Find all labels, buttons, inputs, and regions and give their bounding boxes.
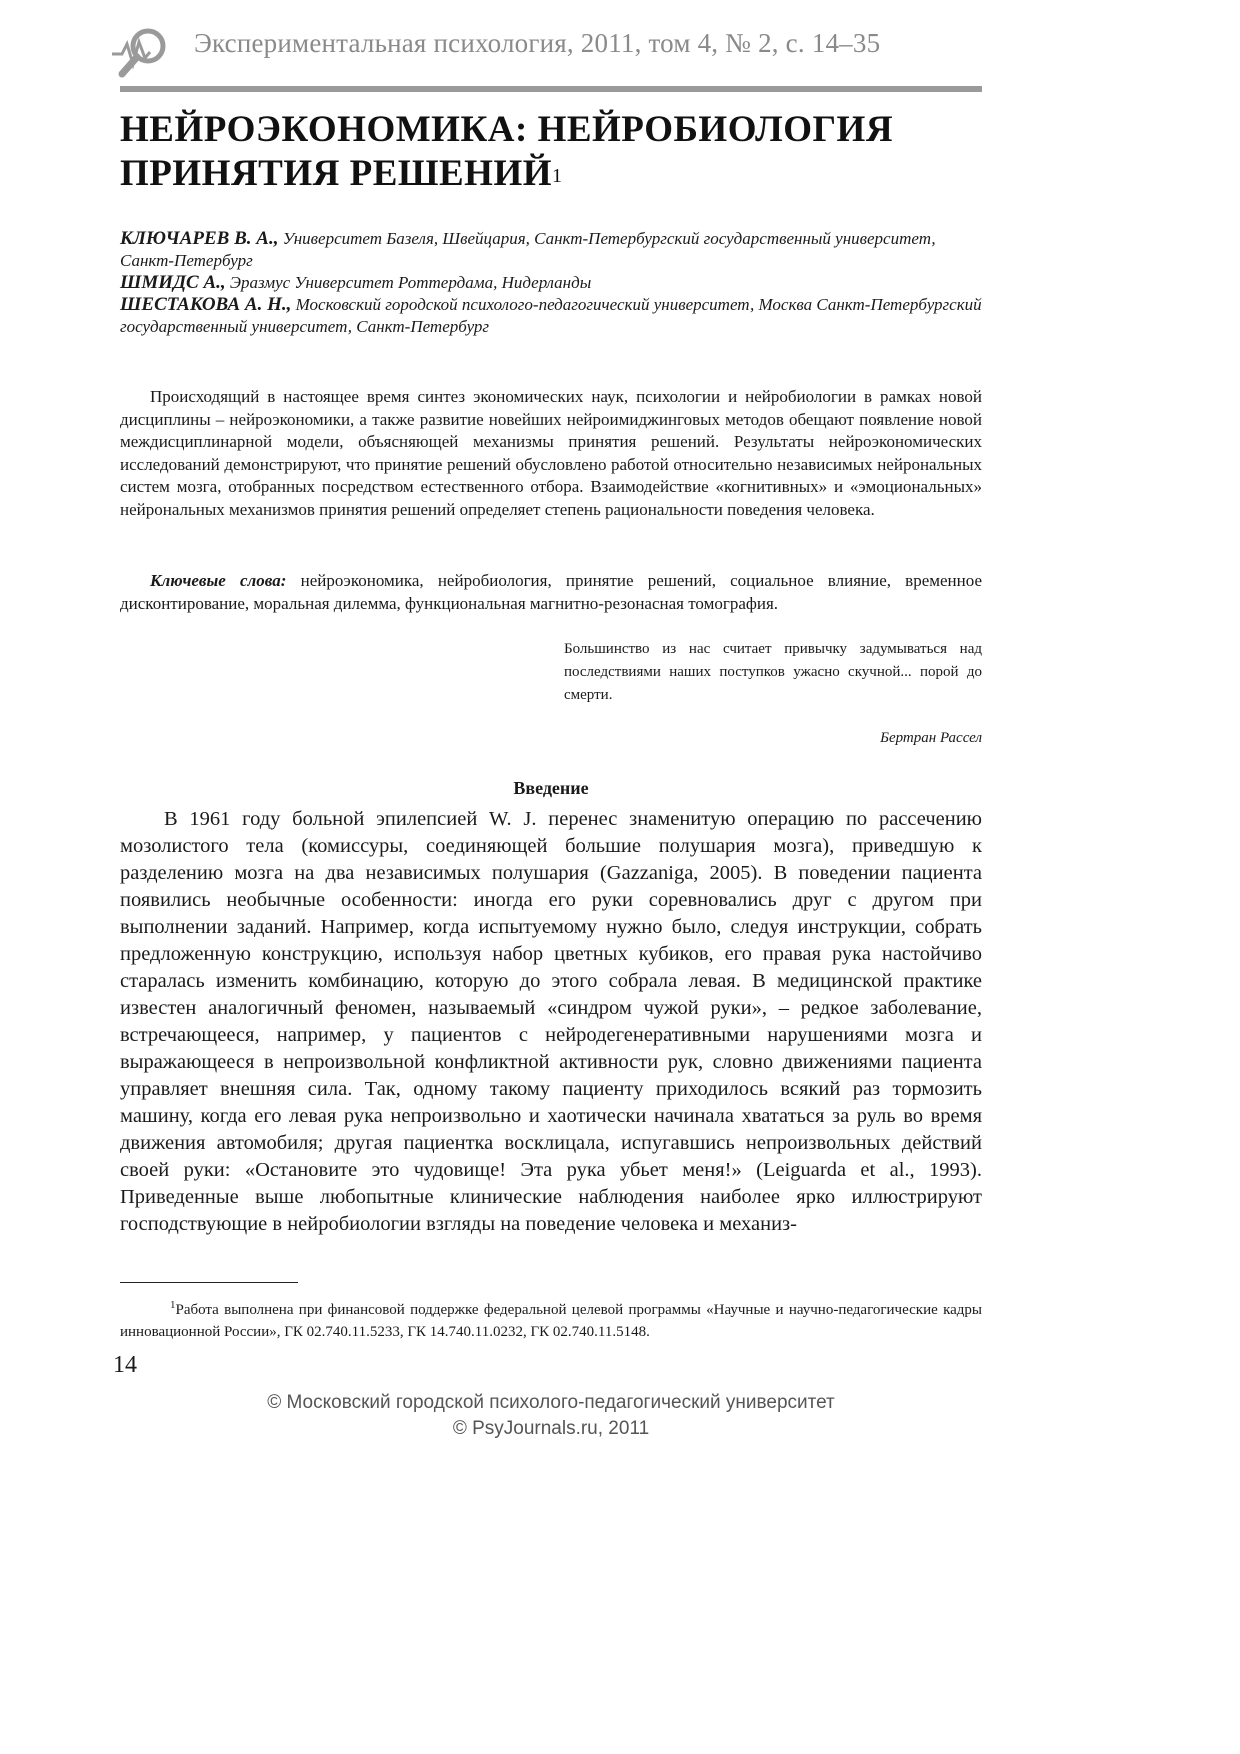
- epigraph-author: Бертран Рассел: [880, 730, 982, 746]
- title-footnote-mark[interactable]: 1: [552, 165, 563, 187]
- title-line-1: НЕЙРОЭКОНОМИКА: НЕЙРОБИОЛОГИЯ: [120, 109, 894, 150]
- author-entry: [120, 294, 982, 338]
- magnifier-pulse-logo-icon: [110, 24, 182, 80]
- footnote-mark: 1: [170, 1299, 176, 1311]
- abstract: Происходящий в настоящее время синтез экономических наук, психологии и нейробиологии в рамках новой дисциплины – нейроэкономики, а также развитие новейших нейроимиджинговых методов обещают появление новой междисциплинарной модели, объясняющей механизмы принятия решений. Результаты нейроэкономических исследований демонстрируют, что принятие решений обусловлено работой относительно независимых нейрональных систем мозга, отобранных посредством естественного отбора. Взаимодействие «когнитивных» и «эмоциональных» нейрональных механизмов принятия решений определяет степень рациональности поведения человека.: [120, 387, 982, 519]
- keywords-label: Ключевые слова:: [150, 571, 287, 590]
- header-rule: [120, 86, 982, 92]
- author-name: ШЕСТАКОВА А. Н.,: [120, 294, 292, 315]
- journal-citation: Экспериментальная психология, 2011, том 4, № 2, с. 14–35: [194, 28, 881, 58]
- author-affiliation: Эразмус Университет Роттердама, Нидерланды: [229, 273, 592, 292]
- keywords-text: нейроэкономика, нейробиология, принятие решений, социальное влияние, временное дисконтирование, моральная дилемма, функциональная магнитно-резонасная томография.: [120, 571, 982, 613]
- body-paragraph: В 1961 году больной эпилепсией W. J. перенес знаменитую операцию по рассечению мозолистого тела (комиссуры, соединяющей большие полушария мозга), приведшую к разделению мозга на два независимых полушария (Gazzaniga, 2005). В поведении пациента появились необычные особенности: иногда его руки соревновались друг с другом при выполнении заданий. Например, когда испытуемому нужно было, следуя инструкции, собрать предложенную конструкцию, используя набор цветных кубиков, его правая рука настойчиво старалась изменить комбинацию, которую до этого собрала левая. В медицинской практике известен аналогичный феномен, называемый «синдром чужой руки», – редкое заболевание, встречающееся, например, у пациентов с нейродегенеративными нарушениями мозга и выражающееся в непроизвольной конфликтной активности рук, словно движениями пациента управляет внешняя сила. Так, одному такому пациенту приходилось всякий раз тормозить машину, когда его левая рука непроизвольно и хаотически начинала хвататься за руль во время движения автомобиля; другая пациентка восклицала, испугавшись непроизвольных действий своей руки: «Остановите это чудовище! Эта рука убьет меня!» (Leiguarda et al., 1993). Приведенные выше любопытные клинические наблюдения наиболее ярко иллюстрируют господствующие в нейробиологии взгляды на поведение человека и механиз-: [120, 808, 982, 1235]
- running-header: [110, 18, 980, 88]
- keywords: [120, 570, 982, 615]
- copyright-line-2: © PsyJournals.ru, 2011: [452, 1418, 650, 1439]
- footnote-rule: [120, 1282, 298, 1283]
- copyright-line-1: © Московский городской психолого-педагогический университет: [267, 1392, 835, 1413]
- epigraph: Большинство из нас считает привычку задумываться над последствиями наших поступков ужасно скучной... порой до смерти.: [564, 641, 982, 703]
- copyright-notice: [120, 1390, 982, 1442]
- author-name: КЛЮЧАРЕВ В. А.,: [120, 228, 279, 249]
- author-entry: [120, 228, 982, 272]
- author-entry: [120, 272, 982, 294]
- author-name: ШМИДС А.,: [120, 272, 226, 293]
- title-line-2: ПРИНЯТИЯ РЕШЕНИЙ: [120, 153, 553, 194]
- author-affiliation: Университет Базеля, Швейцария, Санкт-Петербургский государственный университет, Санкт-Петербург: [120, 229, 936, 270]
- author-affiliation: Московский городской психолого-педагогический университет, Москва Санкт-Петербургский государственный университет, Санкт-Петербург: [120, 295, 982, 336]
- article-title: [120, 108, 980, 196]
- footnote: [120, 1294, 982, 1343]
- author-list: [120, 228, 982, 338]
- section-heading: Введение: [513, 778, 589, 798]
- footnote-text: Работа выполнена при финансовой поддержке федеральной целевой программы «Научные и научно-педагогические кадры инновационной России», ГК 02.740.11.5233, ГК 14.740.11.0232, ГК 02.740.11.5148.: [120, 1302, 982, 1340]
- page-number: 14: [113, 1352, 137, 1378]
